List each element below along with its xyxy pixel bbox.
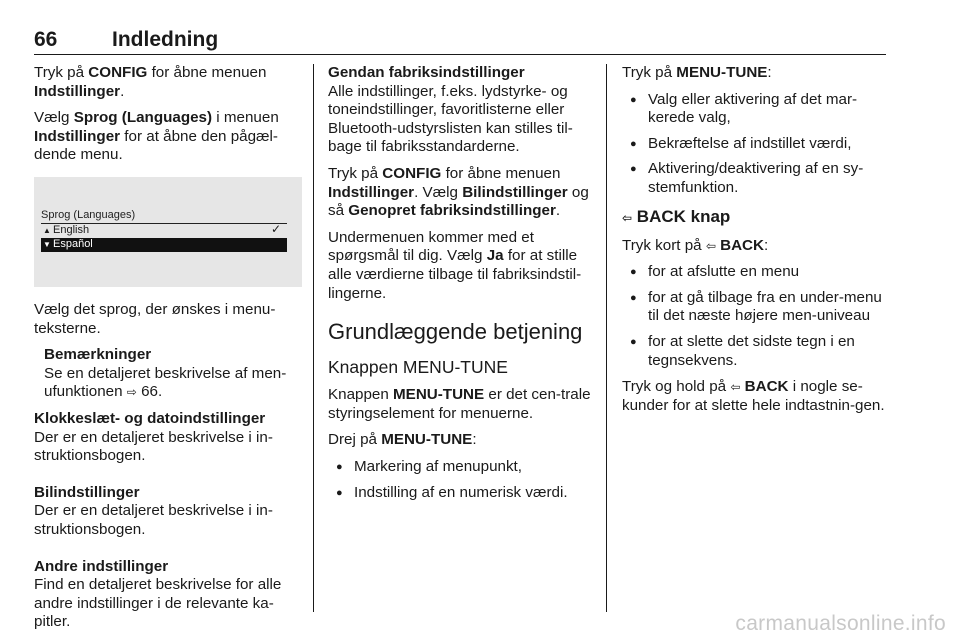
watermark: carmanualsonline.info: [735, 612, 946, 635]
page-number: 66: [34, 28, 58, 51]
column-divider: [606, 64, 607, 612]
bullet-list: [622, 91, 890, 198]
check-icon: ✓: [270, 221, 281, 236]
page-reference-icon: ⇨: [126, 385, 137, 400]
paragraph: Tryk på CONFIG for åbne menuen Indstillinger. Vælg Bilindstillinger og så Genopret fabriksindstillinger.: [328, 164, 589, 220]
heading-basic-operation: Grundlæggende betjening: [328, 319, 583, 345]
paragraph: Undermenuen kommer med et spørgsmål til dig. Vælg Ja for at stille alle værdierne tilbage til fabriksindstil-lingerne.: [328, 228, 582, 302]
list-item: ● Markering af menupunkt,: [328, 458, 596, 477]
display-screenshot: [34, 177, 302, 287]
column-1: [34, 64, 302, 640]
subsection-other: Andre indstillinger Find en detaljeret beskrivelse for alle andre indstillinger i de relevante ka-pitler.: [34, 557, 282, 631]
subsection-reset: Gendan fabriksindstillinger Alle indstillinger, f.eks. lydstyrke- og toneindstillinger, favoritlisterne eller Bluetooth-udstyrslisten kan stilles til-bage til fabriksstandarderne.: [328, 64, 573, 156]
page-header: [34, 26, 886, 55]
back-arrow-icon: ⇦: [705, 238, 716, 253]
subsection-clock: Klokkeslæt- og datoindstillinger Der er en detaljeret beskrivelse i in-struktionsbogen.: [34, 409, 273, 465]
list-item: ● for at slette det sidste tegn i en tegnsekvens.: [622, 333, 890, 370]
arrow-down-icon: ▼: [43, 239, 51, 249]
screen-row-espanol: ▼ Español: [41, 238, 287, 252]
list-item: ● Bekræftelse af indstillet værdi,: [622, 135, 890, 154]
note-title: Bemærkninger: [44, 346, 152, 364]
list-item: ● for at gå tilbage fra en under-menu til det næste højere men-univeau: [622, 289, 890, 326]
paragraph: Knappen MENU-TUNE er det cen-trale styringselement for menuerne.: [328, 386, 591, 422]
back-arrow-icon: ⇦: [622, 210, 633, 225]
section-title: Indledning: [112, 28, 219, 51]
arrow-up-icon: ▲: [43, 225, 51, 235]
list-item: ● Valg eller aktivering af det mar-kerede valg,: [622, 91, 890, 128]
heading-menu-tune: Knappen MENU-TUNE: [328, 357, 508, 378]
bullet-list: [622, 263, 890, 370]
paragraph: Drej på MENU-TUNE:: [328, 431, 477, 449]
screen-title: Sprog (Languages): [41, 209, 287, 224]
column-2: [328, 64, 596, 510]
bullet-list: [328, 458, 596, 502]
column-divider: [313, 64, 314, 612]
paragraph: Tryk på MENU-TUNE:: [622, 64, 772, 81]
paragraph: Tryk og hold på ⇦ BACK i nogle se-kunder for at slette hele indtastnin-gen.: [622, 378, 885, 414]
paragraph: Vælg det sprog, der ønskes i menu-teksterne.: [34, 300, 276, 337]
note-reference: 66.: [141, 383, 163, 401]
note-block: Bemærkninger Se en detaljeret beskrivelse af men-ufunktionen ⇨ 66.: [44, 346, 287, 401]
heading-back-button: ⇦ BACK knap: [622, 206, 731, 226]
paragraph: Tryk kort på ⇦ BACK:: [622, 236, 769, 254]
back-arrow-icon: ⇦: [730, 380, 741, 395]
column-3: [622, 64, 890, 423]
paragraph: Tryk på CONFIG for åbne menuen Indstillinger.: [34, 64, 267, 100]
subsection-vehicle: Bilindstillinger Der er en detaljeret beskrivelse i in-struktionsbogen.: [34, 483, 273, 538]
list-item: ● Aktivering/deaktivering af en sy-stemfunktion.: [622, 160, 890, 197]
paragraph: Vælg Sprog (Languages) i menuen Indstillinger for at åbne den pågæl-dende menu.: [34, 109, 279, 164]
screen-row-english: ▲ English ✓: [43, 221, 281, 236]
list-item: ● Indstilling af en numerisk værdi.: [328, 484, 596, 503]
list-item: ● for at afslutte en menu: [622, 263, 890, 282]
